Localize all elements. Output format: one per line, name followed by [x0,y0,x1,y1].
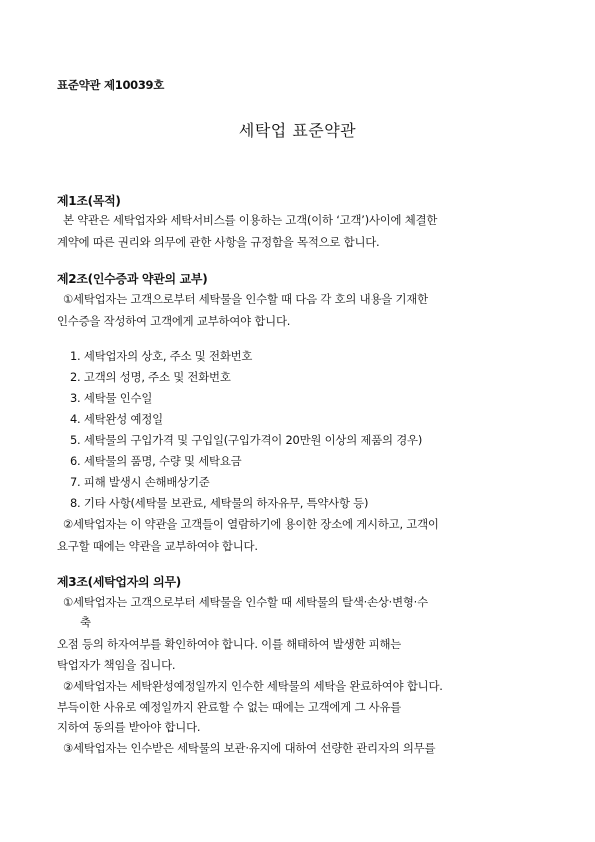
article-2-list-item: 5. 세탁물의 구입가격 및 구입일(구입가격이 20만원 이상의 제품의 경우) [70,433,423,447]
article-2-list-item: 6. 세탁물의 품명, 수량 및 세탁요금 [70,454,242,468]
article-3-line: 부득이한 사유로 예정일까지 완료할 수 없는 때에는 고객에게 그 사유를 [57,700,402,714]
article-1-line: 본 약관은 세탁업자와 세탁서비스를 이용하는 고객(이하 ‘고객’)사이에 체결한 [63,213,438,227]
article-3-heading: 제3조(세탁업자의 의무) [57,575,181,589]
article-1-heading: 제1조(목적) [57,194,121,208]
article-2-heading: 제2조(인수증과 약관의 교부) [57,272,208,286]
article-3-line: 지하여 동의를 받아야 합니다. [57,720,201,734]
article-2-list-item: 3. 세탁물 인수일 [70,391,153,405]
document-title: 세탁업 표준약관 [238,121,357,140]
article-3-line: ②세탁업자는 세탁완성예정일까지 인수한 세탁물의 세탁을 완료하여야 합니다. [63,679,443,693]
article-3-line: 탁업자가 책임을 집니다. [57,658,176,672]
article-2-paragraph-1-line: 인수증을 작성하여 고객에게 교부하여야 합니다. [57,314,291,328]
article-2-list-item: 2. 고객의 성명, 주소 및 전화번호 [70,370,231,384]
article-2-paragraph-2-line: 요구할 때에는 약관을 교부하여야 합니다. [57,539,258,553]
article-2-paragraph-1-line: ①세탁업자는 고객으로부터 세탁물을 인수할 때 다음 각 호의 내용을 기재한 [63,292,428,306]
standard-terms-number: 표준약관 제10039호 [57,78,165,92]
article-2-list-item: 8. 기타 사항(세탁물 보관료, 세탁물의 하자유무, 특약사항 등) [70,496,369,510]
article-3-line: 오점 등의 하자여부를 확인하여야 합니다. 이를 해태하여 발생한 피해는 [57,637,402,651]
article-2-paragraph-2-line: ②세탁업자는 이 약관을 고객들이 열람하기에 용이한 장소에 게시하고, 고객이 [63,517,439,531]
article-3-line: ③세탁업자는 인수받은 세탁물의 보관·유지에 대하여 선량한 관리자의 의무를 [63,741,436,755]
article-1-line: 계약에 따른 권리와 의무에 관한 사항을 규정함을 목적으로 합니다. [57,235,380,249]
article-3-line: ①세탁업자는 고객으로부터 세탁물을 인수할 때 세탁물의 탈색·손상·변형·수 [63,595,428,609]
article-2-list-item: 1. 세탁업자의 상호, 주소 및 전화번호 [70,349,253,363]
article-3-line: 축 [80,615,91,629]
article-2-list-item: 4. 세탁완성 예정일 [70,412,163,426]
article-2-list-item: 7. 피해 발생시 손해배상기준 [70,475,210,489]
